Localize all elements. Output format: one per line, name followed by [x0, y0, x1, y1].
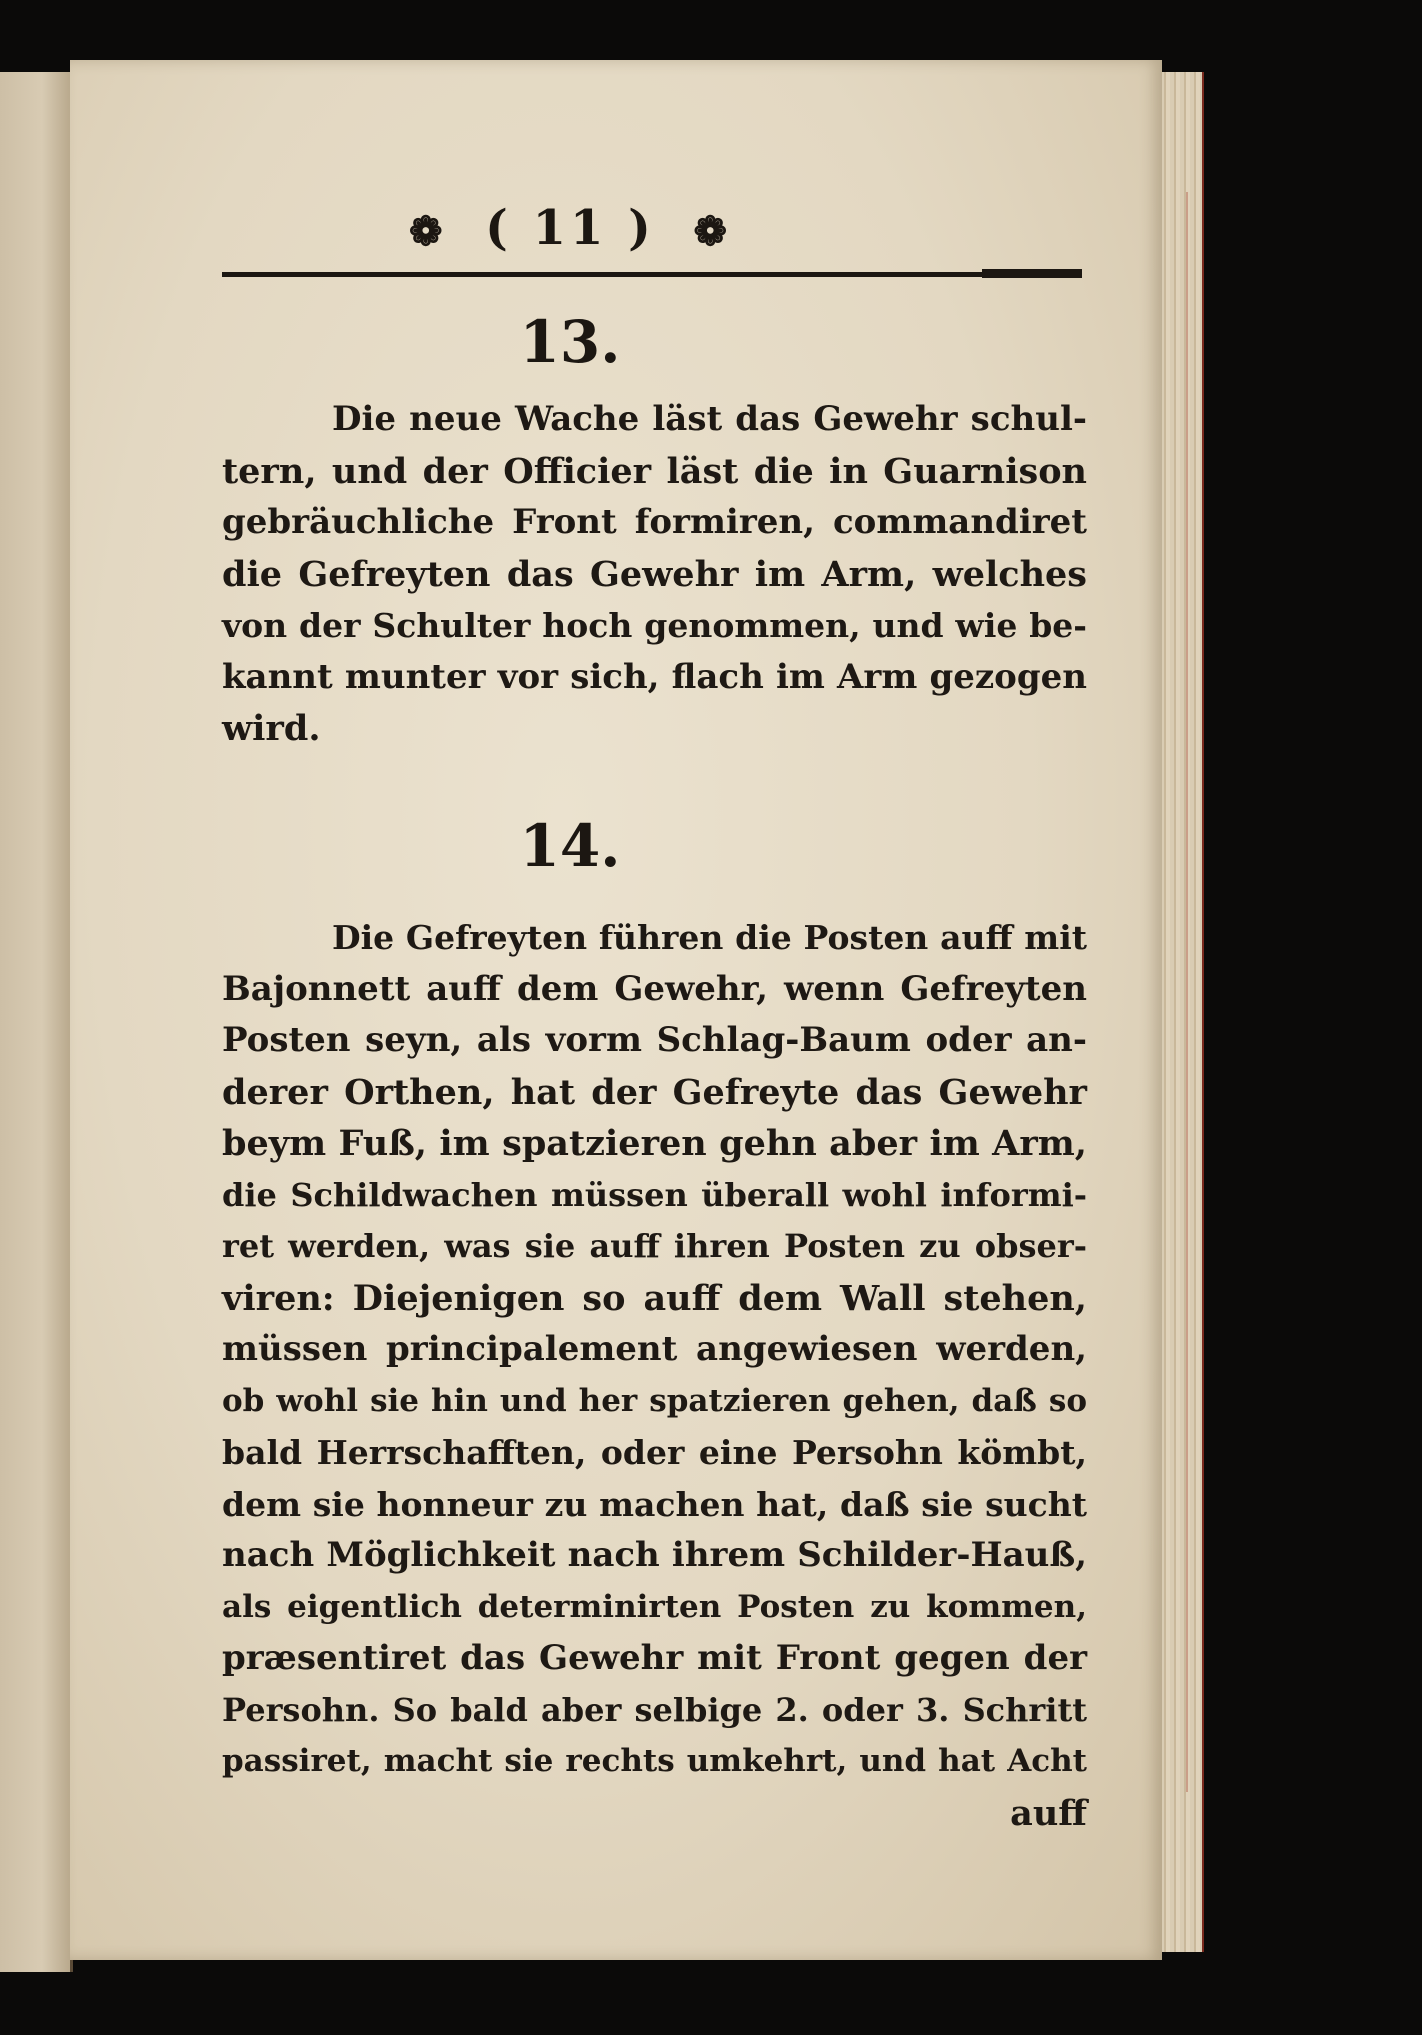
text-line: Die neue Wache läst das Gewehr schul- [332, 399, 1087, 439]
text-line: die Gefreyten das Gewehr im Arm, welches [222, 553, 1087, 595]
text-line: Die Gefreyten führen die Posten auff mit [332, 918, 1087, 957]
text-line: Persohn. So bald aber selbige 2. oder 3. Schritt [222, 1690, 1087, 1729]
text-line: als eigentlich determinirten Posten zu kommen, [222, 1588, 1087, 1625]
text-line: wird. [222, 708, 321, 749]
text-line: viren: Diejenigen so auff dem Wall stehen, [222, 1277, 1087, 1319]
section-number-14: 14. [519, 812, 621, 880]
text-line: præsentiret das Gewehr mit Front gegen der [222, 1638, 1087, 1678]
header-rule [222, 272, 1082, 277]
text-line: Bajonnett auff dem Gewehr, wenn Gefreyten [222, 968, 1087, 1009]
section-13-text [222, 394, 1087, 755]
section-14-text [222, 912, 1087, 1839]
catchword: auff [1010, 1792, 1087, 1834]
text-line: Posten seyn, als vorm Schlag-Baum oder an- [222, 1020, 1087, 1060]
text-line: beym Fuß, im spatzieren gehn aber im Arm, [222, 1123, 1087, 1164]
section-number-13: 13. [519, 308, 621, 376]
ornament-right-icon: ❁ [693, 208, 732, 255]
text-line: gebräuchliche Front formiren, commandiret [222, 502, 1087, 542]
running-header [70, 200, 1070, 256]
text-line: ob wohl sie hin und her spatzieren gehen, daß so [222, 1382, 1087, 1419]
text-line: die Schildwachen müssen überall wohl informi- [222, 1175, 1087, 1214]
text-line: bald Herrschafften, oder eine Persohn kömbt, [222, 1433, 1087, 1472]
ornament-left-icon: ❁ [408, 208, 447, 255]
text-line: tern, und der Officier läst die in Guarnison [222, 450, 1087, 492]
text-line: derer Orthen, hat der Gefreyte das Gewehr [222, 1071, 1087, 1113]
text-line: kannt munter vor sich, flach im Arm gezogen [222, 656, 1087, 697]
text-line: müssen principalement angewiesen werden, [222, 1329, 1087, 1369]
text-line: passiret, macht sie rechts umkehrt, und hat Acht [222, 1743, 1087, 1779]
book-page [70, 60, 1162, 1960]
page-number: ( 11 ) [485, 200, 655, 256]
text-line: von der Schulter hoch genommen, und wie be- [222, 606, 1087, 645]
text-line: ret werden, was sie auff ihren Posten zu obser- [222, 1227, 1087, 1265]
text-line: dem sie honneur zu machen hat, daß sie sucht [222, 1484, 1087, 1524]
facing-page-edge [0, 72, 73, 1972]
text-line: nach Möglichkeit nach ihrem Schilder-Hauß, [222, 1535, 1087, 1575]
